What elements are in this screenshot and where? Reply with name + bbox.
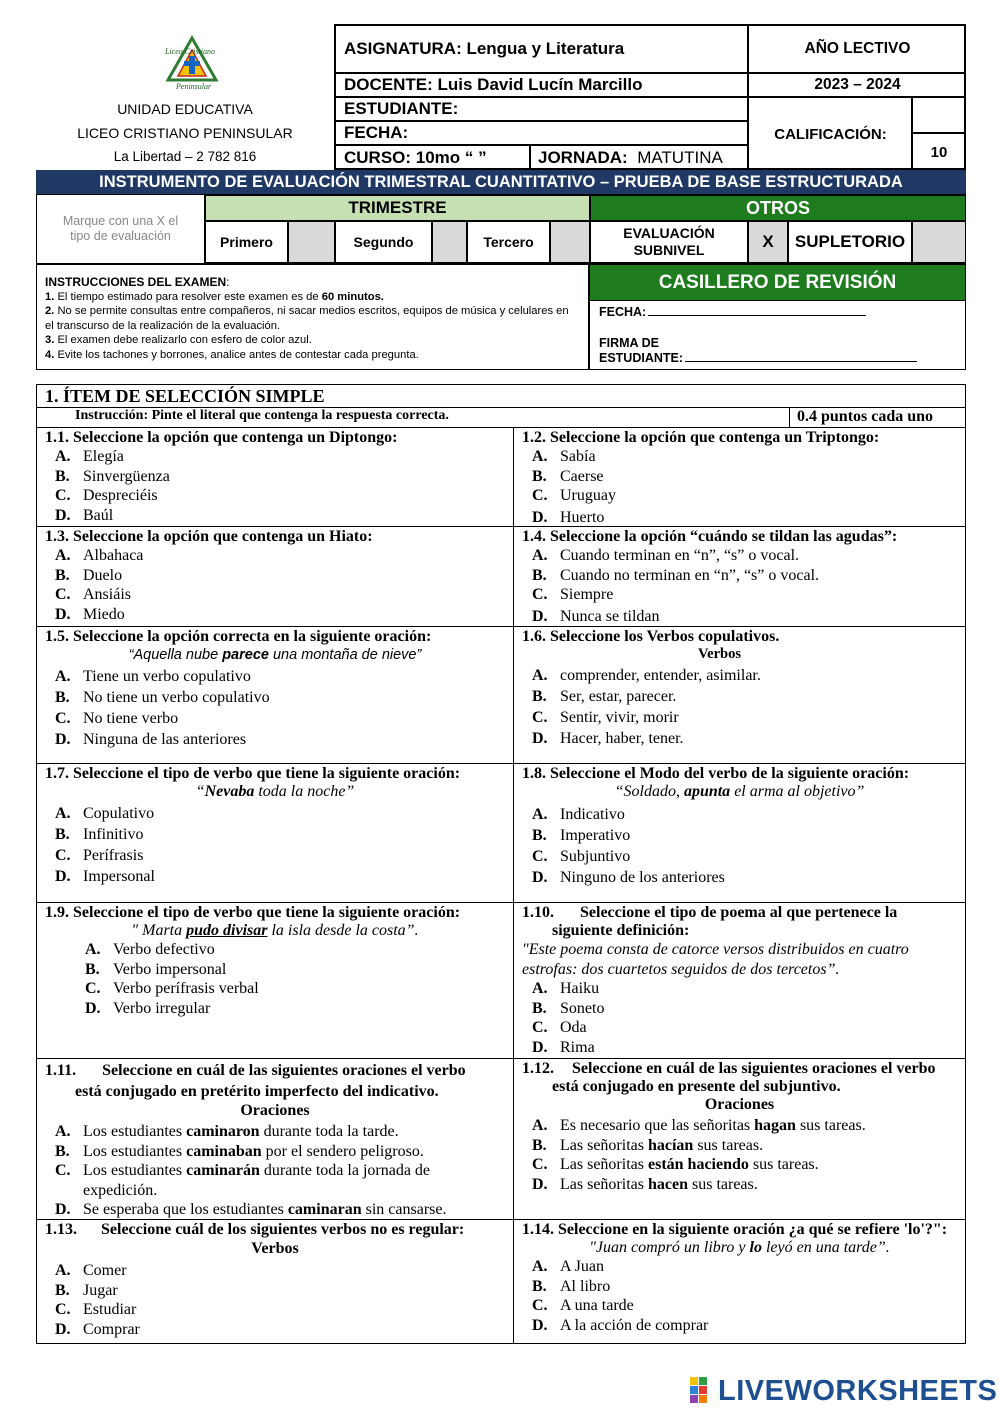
question-sentence: "Juan compró un libro y lo leyó en una tarde”.	[589, 1239, 890, 1256]
option-b[interactable]: B. Infinitivo	[55, 826, 144, 843]
option-c[interactable]: C. Los estudiantes caminarán durante toda la jornada de expedición.	[55, 1162, 431, 1199]
option-a[interactable]: A. Es necesario que las señoritas hagan sus tareas.	[532, 1117, 866, 1134]
option-d[interactable]: D. Comprar	[55, 1320, 140, 1338]
option-c[interactable]: C. Estudiar	[55, 1301, 137, 1318]
option-b[interactable]: B. Al libro	[532, 1277, 611, 1295]
question-1-4	[514, 526, 965, 628]
second-trimester-label: Segundo	[335, 221, 432, 263]
option-b[interactable]: B. Cuando no terminan en “n”, “s” o vocal.	[532, 566, 820, 584]
option-a[interactable]: A. Copulativo	[55, 805, 155, 822]
option-a[interactable]: A. Albahaca	[55, 547, 144, 564]
question-title: 1.3. Seleccione la opción que contenga un Hiato:	[45, 528, 373, 545]
liveworksheets-logo-icon	[690, 1377, 716, 1405]
shift-value: MATUTINA	[637, 148, 723, 167]
option-d[interactable]: D. Huerto	[532, 508, 605, 526]
question-sentence: " Marta pudo divisar la isla desde la costa”.	[131, 922, 419, 939]
teacher-field: DOCENTE: Luis David Lucín Marcillo	[336, 74, 749, 98]
question-title-cont: está conjugado en presente del subjuntivo.	[552, 1078, 841, 1095]
question-title-cont: siguiente definición:	[552, 922, 690, 939]
option-a[interactable]: A. comprender, entender, asimilar.	[532, 667, 761, 684]
option-d[interactable]: D. Nunca se tildan	[532, 607, 660, 625]
question-1-9	[37, 902, 513, 1020]
option-a[interactable]: A. Verbo defectivo	[85, 941, 215, 958]
option-a[interactable]: A. Haiku	[532, 980, 600, 997]
course-field[interactable]: CURSO: 10mo “ ”	[344, 148, 487, 167]
question-subtitle: Oraciones	[704, 1096, 775, 1113]
question-number: 1.12.	[522, 1060, 554, 1077]
school-name: LICEO CRISTIANO PENINSULAR	[77, 125, 293, 141]
option-c[interactable]: C. Uruguay	[532, 487, 616, 504]
question-title: 1.2. Seleccione la opción que contenga un Triptongo:	[522, 429, 880, 446]
question-title: 1.9. Seleccione el tipo de verbo que tiene la siguiente oración:	[45, 904, 461, 921]
question-1-2	[514, 427, 965, 529]
evaluation-type-row	[36, 194, 966, 264]
option-c[interactable]: C. Despreciéis	[55, 487, 158, 504]
section-title: 1. ÍTEM DE SELECCIÓN SIMPLE	[45, 386, 325, 406]
first-trimester-box[interactable]	[288, 221, 335, 263]
subject-field: ASIGNATURA: Lengua y Literatura	[336, 26, 749, 74]
option-b[interactable]: B. Sinvergüenza	[55, 467, 170, 485]
option-b[interactable]: B. Soneto	[532, 999, 605, 1017]
question-title: Seleccione en cuál de las siguientes oraciones el verbo	[102, 1062, 466, 1079]
instr-1-num: 1.	[45, 290, 55, 303]
option-c[interactable]: C. Oda	[532, 1019, 587, 1036]
subnivel-mark[interactable]: X	[748, 221, 788, 263]
question-1-1	[37, 427, 513, 527]
question-sentence: “Nevaba toda la noche”	[195, 783, 355, 800]
others-header: OTROS	[590, 195, 966, 221]
option-c[interactable]: C. Ansiáis	[55, 586, 131, 603]
supletorio-label: SUPLETORIO	[788, 221, 912, 263]
instr-2-num: 2.	[45, 305, 55, 317]
question-1-11	[37, 1058, 513, 1222]
question-1-6	[514, 626, 965, 751]
instructions-title: INSTRUCCIONES DEL EXAMEN	[45, 275, 227, 289]
option-b[interactable]: B. Verbo impersonal	[85, 960, 227, 978]
logo-text-bottom: Peninsular	[176, 82, 212, 91]
option-a[interactable]: A. Sabía	[532, 448, 596, 465]
shift-field	[530, 146, 749, 170]
question-1-5	[37, 626, 513, 752]
school-place: La Libertad – 2 782 816	[113, 149, 257, 164]
school-unit: UNIDAD EDUCATIVA	[117, 101, 253, 117]
review-date[interactable]	[599, 305, 866, 319]
option-a[interactable]: A. Cuando terminan en “n”, “s” o vocal.	[532, 547, 800, 564]
question-subtitle: Verbos	[698, 646, 741, 662]
date-field[interactable]: FECHA:	[336, 122, 749, 146]
logo-text-top: Liceo Cristiano	[165, 47, 216, 56]
question-title: Seleccione en cuál de las siguientes oraciones el verbo	[572, 1060, 936, 1077]
option-c[interactable]: C. Sentir, vivir, morir	[532, 709, 679, 726]
option-a[interactable]: A. Los estudiantes caminaron durante toda la tarde.	[55, 1123, 399, 1140]
question-1-10	[514, 902, 965, 1059]
first-trimester-label: Primero	[205, 221, 288, 263]
option-d[interactable]: D. Rima	[532, 1038, 595, 1056]
mark-hint: Marque con una X el tipo de evaluación	[37, 195, 205, 263]
question-1-13	[37, 1219, 513, 1341]
year-value: 2023 – 2024	[749, 74, 966, 98]
option-b[interactable]: B. Ser, estar, parecer.	[532, 688, 677, 705]
review-signature-line2: ESTUDIANTE:	[599, 351, 684, 365]
shift-label: JORNADA:	[538, 148, 628, 167]
option-c[interactable]: C. Verbo perífrasis verbal	[85, 980, 259, 997]
third-trimester-label: Tercero	[467, 221, 550, 263]
question-title: 1.8. Seleccione el Modo del verbo de la siguiente oración:	[522, 765, 910, 782]
evaluation-band-title: INSTRUMENTO DE EVALUACIÓN TRIMESTRAL CUANTITATIVO – PRUEBA DE BASE ESTRUCTURADA	[36, 170, 966, 194]
exam-instructions: INSTRUCCIONES DEL EXAMEN: 1. El tiempo estimado para resolver este examen es de 60 minutos. 2. No se permite consultas entre compañeros, ni sacar medios escritos, equipos de música y celulares en el transcurso de la realización de la evaluación. 3. El examen debe realizarlo con esfero de color azul. 4. Evite los tachones y borrones, analice antes de contestar cada pregunta.	[36, 264, 589, 370]
question-title: 1.5. Seleccione la opción correcta en la siguiente oración:	[45, 628, 432, 645]
question-title: 1.6. Seleccione los Verbos copulativos.	[522, 628, 780, 645]
grade-label: CALIFICACIÓN:	[774, 125, 887, 143]
option-d[interactable]: D. Hacer, haber, tener.	[532, 730, 684, 747]
option-d[interactable]: D. Ninguno de los anteriores	[532, 869, 725, 886]
option-b[interactable]: B. Caerse	[532, 467, 604, 485]
review-signature-line1: FIRMA DE	[599, 336, 659, 350]
option-a[interactable]: A. Indicativo	[532, 806, 625, 823]
question-title: 1.14. Seleccione en la siguiente oración ¿a qué se refiere 'lo'?":	[522, 1221, 948, 1238]
option-a[interactable]: A. Comer	[55, 1262, 127, 1279]
question-1-7	[37, 763, 513, 889]
option-d[interactable]: D. A la acción de comprar	[532, 1316, 709, 1334]
option-c[interactable]: C. Subjuntivo	[532, 848, 631, 865]
year-label: AÑO LECTIVO	[749, 26, 966, 74]
option-d[interactable]: D. Se esperaba que los estudiantes caminaran sin cansarse.	[55, 1201, 447, 1218]
option-b[interactable]: B. Duelo	[55, 566, 123, 584]
question-title-cont: está conjugado en pretérito imperfecto del indicativo.	[75, 1083, 439, 1100]
review-box	[589, 264, 966, 370]
question-sentence: “Soldado, apunta el arma al objetivo”	[614, 783, 865, 800]
question-title: 1.7. Seleccione el tipo de verbo que tiene la siguiente oración:	[45, 765, 461, 782]
option-d[interactable]: D. Baúl	[55, 506, 114, 524]
instr-1-text: El tiempo estimado para resolver este examen es de	[57, 290, 322, 303]
option-c[interactable]: C. Perífrasis	[55, 847, 144, 864]
trimester-header: TRIMESTRE	[205, 195, 590, 221]
question-title: 1.1. Seleccione la opción que contenga un Diptongo:	[45, 429, 398, 446]
option-b[interactable]: B. Jugar	[55, 1281, 118, 1299]
liveworksheets-brand[interactable]	[690, 1374, 997, 1408]
third-trimester-box[interactable]	[550, 221, 590, 263]
option-a[interactable]: A. Elegía	[55, 448, 124, 465]
option-c[interactable]: C. Siempre	[532, 586, 614, 603]
question-number: 1.10.	[522, 904, 554, 921]
instr-3-num: 3.	[45, 334, 55, 346]
question-number: 1.13.	[45, 1221, 77, 1238]
option-d[interactable]: D. Miedo	[55, 605, 125, 623]
review-signature[interactable]	[599, 336, 917, 366]
supletorio-box[interactable]	[912, 221, 966, 263]
question-1-3	[37, 526, 513, 626]
liveworksheets-wordmark: LIVEWORKSHEETS	[718, 1374, 998, 1407]
instr-1-bold: 60 minutos.	[321, 290, 384, 303]
option-d[interactable]: D. Impersonal	[55, 868, 155, 885]
option-d[interactable]: D. Las señoritas hacen sus tareas.	[532, 1175, 758, 1193]
section-instruction: Instrucción: Pinte el literal que contenga la respuesta correcta.	[75, 408, 449, 423]
student-field[interactable]: ESTUDIANTE:	[336, 98, 749, 122]
question-title: Seleccione cuál de los siguientes verbos no es regular:	[101, 1221, 465, 1238]
review-date-label: FECHA:	[599, 305, 647, 319]
option-c[interactable]: C. A una tarde	[532, 1297, 634, 1314]
option-a[interactable]: A. Tiene un verbo copulativo	[55, 668, 251, 685]
question-1-14	[514, 1219, 965, 1337]
option-d[interactable]: D. Ninguna de las anteriores	[55, 731, 247, 748]
school-block	[36, 24, 334, 170]
subnivel-label: EVALUACIÓN SUBNIVEL	[590, 221, 748, 263]
review-title: CASILLERO DE REVISIÓN	[590, 265, 965, 301]
items-section	[36, 384, 966, 1344]
second-trimester-box[interactable]	[432, 221, 467, 263]
option-a[interactable]: A. A Juan	[532, 1258, 604, 1275]
question-subtitle: Oraciones	[240, 1102, 310, 1119]
header-grid	[334, 24, 966, 170]
option-c[interactable]: C. Las señoritas están haciendo sus tareas.	[532, 1156, 819, 1173]
instr-3-text: El examen debe realizarlo con esfero de color azul.	[57, 334, 312, 346]
option-b[interactable]: B. Imperativo	[532, 827, 631, 844]
option-c[interactable]: C. No tiene verbo	[55, 710, 179, 727]
question-sentence: “Aquella nube parece una montaña de nieve”	[128, 647, 422, 663]
points-label: 0.4 puntos cada uno	[797, 408, 934, 425]
option-b[interactable]: B. No tiene un verbo copulativo	[55, 689, 270, 706]
option-d[interactable]: D. Verbo irregular	[85, 999, 211, 1017]
instr-4-text: Evite los tachones y borrones, analice antes de contestar cada pregunta.	[57, 348, 419, 361]
question-number: 1.11.	[45, 1062, 77, 1079]
option-b[interactable]: B. Las señoritas hacían sus tareas.	[532, 1136, 764, 1154]
school-logo	[162, 32, 222, 92]
instr-2-text: No se permite consultas entre compañeros, ni sacar medios escritos, equipos de música y celulares en el transcurso de la realización de la evaluación.	[45, 305, 569, 332]
grade-max: 10	[930, 143, 948, 161]
option-b[interactable]: B. Los estudiantes caminaban por el sendero peligroso.	[55, 1142, 424, 1160]
question-title: 1.4. Seleccione la opción “cuándo se tildan las agudas”:	[522, 528, 898, 545]
instr-4-num: 4.	[45, 348, 55, 361]
question-1-12	[514, 1058, 965, 1196]
question-title: Seleccione el tipo de poema al que pertenece la	[580, 904, 898, 921]
question-1-8	[514, 763, 965, 890]
question-definition: "Este poema consta de catorce versos distribuidos en cuatro estrofas: dos cuartetos seguidos de dos tercetos”.	[522, 941, 909, 978]
question-subtitle: Verbos	[251, 1240, 299, 1257]
